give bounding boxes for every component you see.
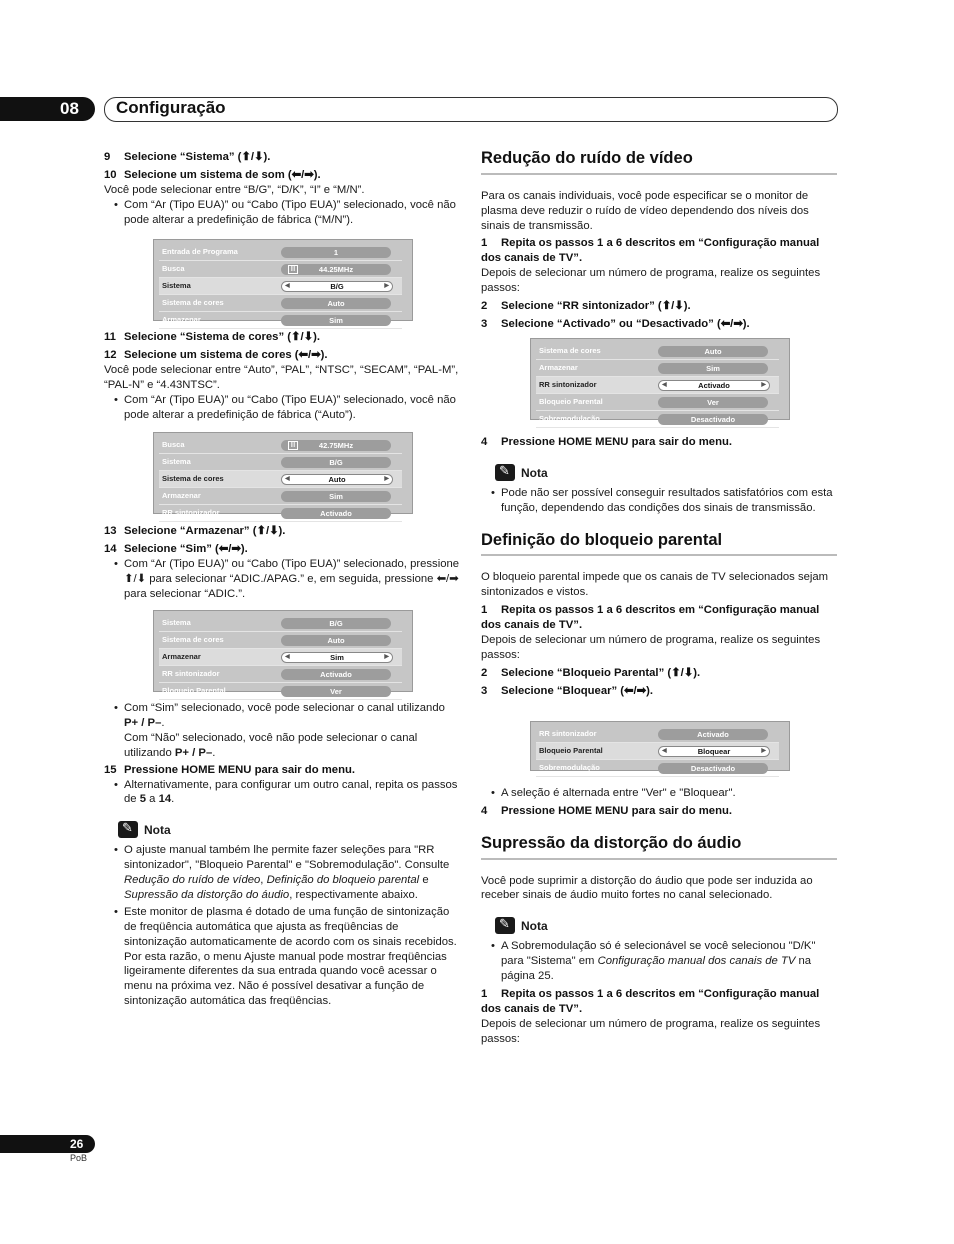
note-heading: ✎Nota: [118, 821, 460, 839]
menu-row-label: Sistema de cores: [162, 298, 224, 307]
right-block-1: [481, 148, 837, 332]
menu-row-label: Armazenar: [162, 315, 201, 324]
menu-row[interactable]: [159, 261, 402, 278]
audio-step-1-text: Depois de selecionar um número de programa, realize os seguintes passos:: [481, 1017, 821, 1045]
parental-step-1-text: Depois de selecionar um número de programa, realize os seguintes passos:: [481, 633, 821, 661]
left-block-2: [104, 330, 462, 422]
left-arrow-icon: ◀: [285, 654, 290, 660]
menu-row-value: Ver: [658, 397, 768, 408]
audio-step-1: 1 Repita os passos 1 a 6 descritos em “Configuração manual dos canais de TV”.: [481, 987, 820, 1015]
sim-bullet: • Com “Sim” selecionado, você pode selecionar o canal utilizando P+ / P–. Com “Não” selecionado, você não pode selecionar o canal utilizando P+ / P–.: [104, 701, 460, 761]
section-title-parental: Definição do bloqueio parental: [481, 530, 723, 549]
chapter-tab: [0, 97, 95, 121]
menu-screen-5: [530, 721, 790, 771]
menu-row-value: Activado: [658, 729, 768, 740]
video-step-2: 2 Selecione “RR sintonizador” (⬆/⬇).: [481, 300, 691, 313]
parental-step-4: 4 Pressione HOME MENU para sair do menu.: [481, 804, 733, 817]
page-number: 26: [70, 1137, 84, 1151]
menu-row-label: Sistema: [162, 618, 191, 627]
left-arrow-icon: ◀: [285, 283, 290, 289]
left-column: [104, 150, 460, 228]
video-step-1: 1 Repita os passos 1 a 6 descritos em “Configuração manual dos canais de TV”.: [481, 237, 820, 265]
menu-row[interactable]: [159, 278, 402, 295]
step-10: 10 Selecione um sistema de som (⬅/➡).: [104, 168, 321, 181]
right-arrow-icon: ▶: [761, 748, 766, 754]
menu-row-label: Sistema de cores: [539, 346, 601, 355]
menu-row[interactable]: [159, 683, 402, 700]
menu-row-value: ◀ ▶ Auto: [281, 474, 393, 485]
step-12-text: Você pode selecionar entre “Auto”, “PAL”, “NTSC”, “SECAM”, “PAL-M”, “PAL-N” e “4.43NTSC”.: [104, 363, 459, 391]
left-block-4: [104, 701, 460, 1009]
menu-row-label: Bloqueio Parental: [539, 397, 603, 406]
right-block-2: [481, 435, 837, 699]
right-block-3: [481, 786, 837, 1047]
step-15-bullet: • Alternativamente, para configurar um outro canal, repita os passos de 5 a 14.: [104, 778, 460, 808]
menu-row-value: Activado: [281, 508, 391, 519]
menu-row-value: Desactivado: [658, 414, 768, 425]
step-14: 14 Selecione “Sim” (⬅/➡).: [104, 542, 248, 555]
signal-meter-icon: |||: [288, 265, 298, 274]
menu-row-value: ◀ ▶ Bloquear: [658, 746, 770, 757]
menu-row-value: ||| 44.25MHz: [281, 264, 391, 275]
menu-row[interactable]: [159, 649, 402, 666]
right-arrow-icon: ▶: [384, 476, 389, 482]
step-10-bullet: • Com “Ar (Tipo EUA)” ou “Cabo (Tipo EUA)” selecionado, você não pode alterar a predefinição de fábrica (“M/N”).: [104, 198, 460, 228]
menu-row-label: Armazenar: [162, 491, 201, 500]
menu-row[interactable]: [159, 632, 402, 649]
parental-intro: O bloqueio parental impede que os canais de TV selecionados sejam sintonizados e vistos.: [481, 571, 829, 599]
menu-row[interactable]: [159, 437, 402, 454]
menu-row-label: Sistema: [162, 457, 191, 466]
menu-row[interactable]: [536, 726, 779, 743]
menu-row[interactable]: [159, 615, 402, 632]
section-rule: [481, 554, 837, 556]
menu-row[interactable]: [536, 743, 779, 760]
menu-row-label: RR sintonizador: [539, 729, 597, 738]
menu-row-value: ||| 42.75MHz: [281, 440, 391, 451]
menu-row[interactable]: [536, 343, 779, 360]
menu-row-value: 1: [281, 247, 391, 258]
menu-row-label: Sistema: [162, 281, 191, 290]
menu-row[interactable]: [159, 295, 402, 312]
section-rule: [481, 173, 837, 175]
menu-row-label: Sobremodulação: [539, 414, 600, 423]
menu-row-value: Auto: [658, 346, 768, 357]
menu-row[interactable]: [159, 505, 402, 522]
menu-row[interactable]: [159, 488, 402, 505]
menu-row-value: Auto: [281, 298, 391, 309]
menu-row-value: Sim: [658, 363, 768, 374]
menu-row-value: ◀ ▶ Sim: [281, 652, 393, 663]
step-15: 15 Pressione HOME MENU para sair do menu.: [104, 763, 356, 776]
parental-bullet: • A seleção é alternada entre "Ver" e "Bloquear".: [481, 786, 837, 801]
section-rule: [481, 858, 837, 860]
menu-screen-4: [530, 338, 790, 424]
menu-row[interactable]: [159, 666, 402, 683]
menu-row[interactable]: [536, 411, 779, 428]
left-arrow-icon: ◀: [662, 382, 667, 388]
section-title-video-noise: Redução do ruído de vídeo: [481, 149, 693, 167]
right-arrow-icon: ▶: [761, 382, 766, 388]
menu-row-label: Bloqueio Parental: [162, 686, 226, 695]
step-14-bullet: • Com “Ar (Tipo EUA)” ou “Cabo (Tipo EUA)” selecionado, pressione ⬆/⬇ para selecionar “ADIC./APAG.” e, em seguida, pressione ⬅/➡ para selecionar “ADIC.”.: [104, 557, 460, 602]
left-arrow-icon: ◀: [662, 748, 667, 754]
step-11: 11 Selecione “Sistema de cores” (⬆/⬇).: [104, 331, 320, 343]
menu-row-value: Sim: [281, 315, 391, 326]
menu-row-value: B/G: [281, 618, 391, 629]
note-bullet-1: • O ajuste manual também lhe permite fazer seleções para "RR sintonizador", "Bloqueio Parental" e "Sobremodulação". Consulte Redução do ruído de vídeo, Definição do bloqueio parental e Supressão da distorção do áudio, respectivamente abaixo.: [104, 843, 460, 903]
note-bullet-2: • Este monitor de plasma é dotado de uma função de sintonização de freqüência automática que ajusta as freqüências de sintonização automaticamente de acordo com os sinais recebidos. Por esta razão, o menu Ajuste manual pode mostrar freqüências ligeiramente diferentes da sua entrada quando você acessar o menu na próxima vez. Não é possível desativar a função de sintonização automática das freqüências.: [104, 905, 460, 1009]
menu-row[interactable]: [159, 312, 402, 329]
menu-row[interactable]: [159, 471, 402, 488]
video-step-3: 3 Selecione “Activado” ou “Desactivado” (⬅/➡).: [481, 318, 750, 331]
menu-row[interactable]: [536, 394, 779, 411]
menu-row[interactable]: [536, 377, 779, 394]
note-heading-audio: ✎Nota: [495, 917, 837, 935]
menu-row-label: Sobremodulação: [539, 763, 600, 772]
step-10-text: Você pode selecionar entre “B/G”, “D/K”, “I” e “M/N”.: [104, 183, 365, 196]
menu-row-label: Entrada de Programa: [162, 247, 238, 256]
note-pencil-icon: [495, 917, 515, 934]
menu-row-value: ◀ ▶ Activado: [658, 380, 770, 391]
menu-row-label: RR sintonizador: [162, 669, 220, 678]
menu-row[interactable]: [536, 360, 779, 377]
menu-row-label: RR sintonizador: [162, 508, 220, 517]
video-noise-intro: Para os canais individuais, você pode especificar se o monitor de plasma deve reduzir o ruído de vídeo dependendo dos níveis dos sinais de transmissão.: [481, 189, 809, 232]
note-pencil-icon: [118, 821, 138, 838]
menu-row-value: ◀ ▶ B/G: [281, 281, 393, 292]
step-13: 13 Selecione “Armazenar” (⬆/⬇).: [104, 525, 286, 537]
right-arrow-icon: ▶: [384, 654, 389, 660]
step-12-bullet: • Com “Ar (Tipo EUA)” ou “Cabo (Tipo EUA)” selecionado, você não pode alterar a predefinição de fábrica (“Auto”).: [104, 393, 462, 423]
menu-row-label: Sistema de cores: [162, 635, 224, 644]
menu-screen-2: [153, 432, 413, 518]
menu-row-label: Busca: [162, 440, 185, 449]
menu-row-label: Bloqueio Parental: [539, 746, 603, 755]
chapter-number: 08: [60, 99, 79, 118]
menu-row-value: Activado: [281, 669, 391, 680]
menu-row-label: RR sintonizador: [539, 380, 597, 389]
menu-row-label: Sistema de cores: [162, 474, 224, 483]
left-block-3: [104, 524, 460, 602]
step-12: 12 Selecione um sistema de cores (⬅/➡).: [104, 348, 328, 361]
audio-note-bullet: • A Sobremodulação só é selecionável se você selecionou "D/K" para "Sistema" em Configuração manual dos canais de TV na página 25.: [481, 939, 837, 984]
page-title: Configuração: [116, 98, 226, 117]
parental-step-3: 3 Selecione “Bloquear” (⬅/➡).: [481, 684, 654, 697]
video-step-1-text: Depois de selecionar um número de programa, realize os seguintes passos:: [481, 267, 821, 295]
menu-screen-1: [153, 239, 413, 325]
video-step-4: 4 Pressione HOME MENU para sair do menu.: [481, 436, 733, 448]
note-pencil-icon: [495, 464, 515, 481]
video-note-bullet: • Pode não ser possível conseguir resultados satisfatórios com esta função, dependendo das condições dos sinais de transmissão.: [481, 486, 837, 516]
menu-row-value: B/G: [281, 457, 391, 468]
menu-row-value: Desactivado: [658, 763, 768, 774]
menu-screen-3: [153, 610, 413, 696]
section-title-audio: Supressão da distorção do áudio: [481, 833, 742, 852]
audio-intro: Você pode suprimir a distorção do áudio que pode ser induzida ao receber sinais de áudio muito fortes no canal selecionado.: [481, 874, 813, 902]
menu-row-label: Armazenar: [162, 652, 201, 661]
menu-row[interactable]: [159, 454, 402, 471]
menu-row-value: Auto: [281, 635, 391, 646]
right-arrow-icon: ▶: [384, 283, 389, 289]
note-heading-right: ✎Nota: [495, 464, 837, 482]
menu-row[interactable]: [159, 244, 402, 261]
menu-row-label: Busca: [162, 264, 185, 273]
parental-step-1: 1 Repita os passos 1 a 6 descritos em “Configuração manual dos canais de TV”.: [481, 604, 820, 632]
signal-meter-icon: |||: [288, 441, 298, 450]
left-arrow-icon: ◀: [285, 476, 290, 482]
parental-step-2: 2 Selecione “Bloqueio Parental” (⬆/⬇).: [481, 666, 701, 679]
menu-row-value: Ver: [281, 686, 391, 697]
menu-row-value: Sim: [281, 491, 391, 502]
menu-row[interactable]: [536, 760, 779, 777]
step-9: 9 Selecione “Sistema” (⬆/⬇).: [104, 151, 271, 163]
menu-row-label: Armazenar: [539, 363, 578, 372]
language-code: PoB: [70, 1153, 88, 1163]
